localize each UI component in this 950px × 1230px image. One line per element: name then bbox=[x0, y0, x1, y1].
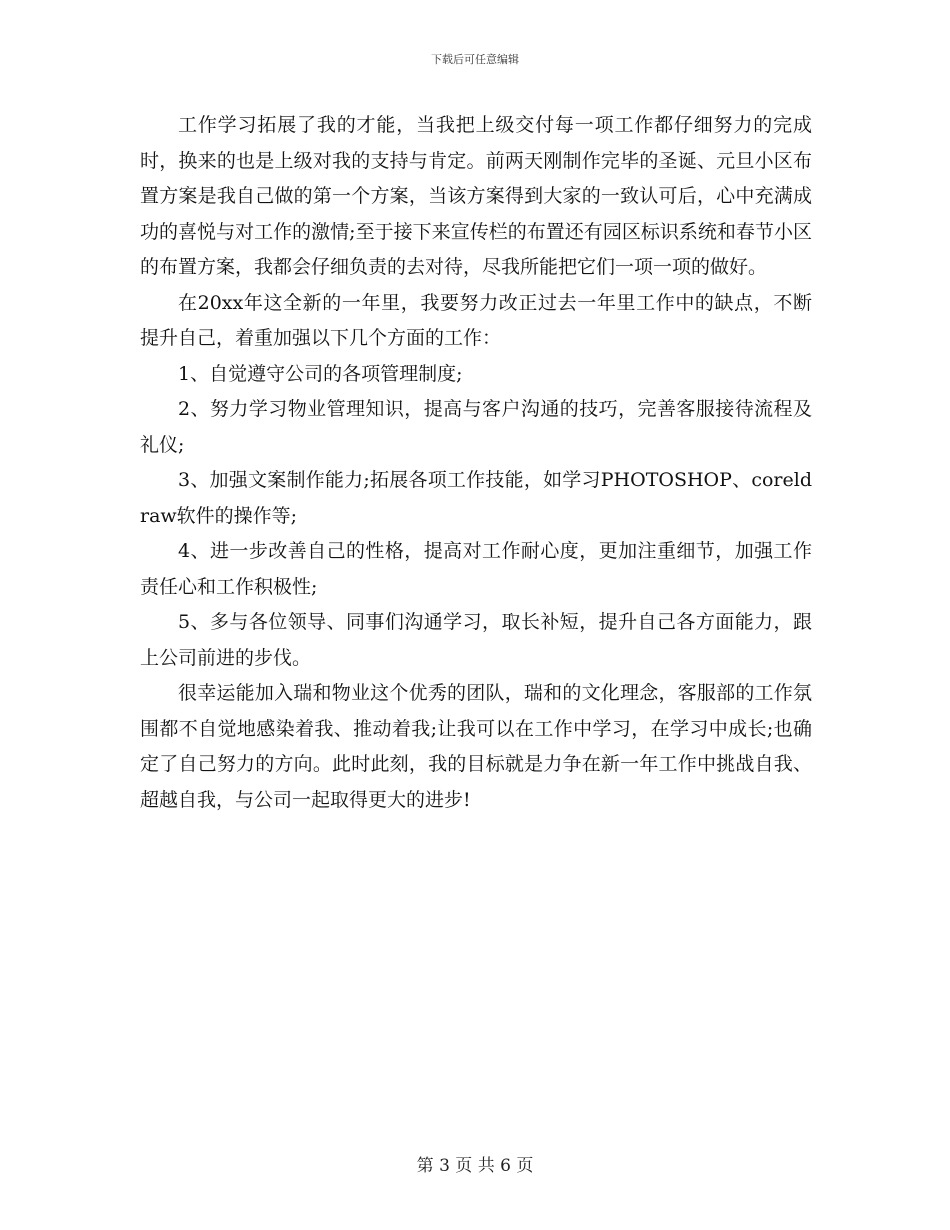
list-item-3: 3、加强文案制作能力;拓展各项工作技能，如学习PHOTOSHOP、coreldraw软件的操作等; bbox=[140, 469, 812, 527]
paragraph-closing: 很幸运能加入瑞和物业这个优秀的团队，瑞和的文化理念，客服部的工作氛围都不自觉地感染着我、推动着我;让我可以在工作中学习，在学习中成长;也确定了自己努力的方向。此时此刻，我的目标就是力争在新一年工作中挑战自我、超越自我，与公司一起取得更大的进步! bbox=[140, 682, 812, 811]
list-item-2: 2、努力学习物业管理知识，提高与客户沟通的技巧，完善客服接待流程及礼仪; bbox=[140, 398, 812, 456]
page-number: 第 3 页 共 6 页 bbox=[416, 1156, 534, 1176]
list-item-5: 5、多与各位领导、同事们沟通学习，取长补短，提升自己各方面能力，跟上公司前进的步伐。 bbox=[140, 611, 812, 669]
document-body bbox=[140, 108, 812, 818]
list-item-1: 1、自觉遵守公司的各项管理制度; bbox=[178, 362, 463, 385]
paragraph-work-learning: 工作学习拓展了我的才能，当我把上级交付每一项工作都仔细努力的完成时，换来的也是上级对我的支持与肯定。前两天刚制作完毕的圣诞、元旦小区布置方案是我自己做的第一个方案，当该方案得到大家的一致认可后，心中充满成功的喜悦与对工作的激情;至于接下来宣传栏的布置还有园区标识系统和春节小区的布置方案，我都会仔细负责的去对待，尽我所能把它们一项一项的做好。 bbox=[140, 114, 812, 278]
page-header-note: 下载后可任意编辑 bbox=[431, 53, 519, 66]
paragraph-new-year-plan: 在20xx年这全新的一年里，我要努力改正过去一年里工作中的缺点，不断提升自己，着重加强以下几个方面的工作： bbox=[140, 291, 812, 349]
list-item-4: 4、进一步改善自己的性格，提高对工作耐心度，更加注重细节，加强工作责任心和工作积极性; bbox=[140, 540, 812, 598]
